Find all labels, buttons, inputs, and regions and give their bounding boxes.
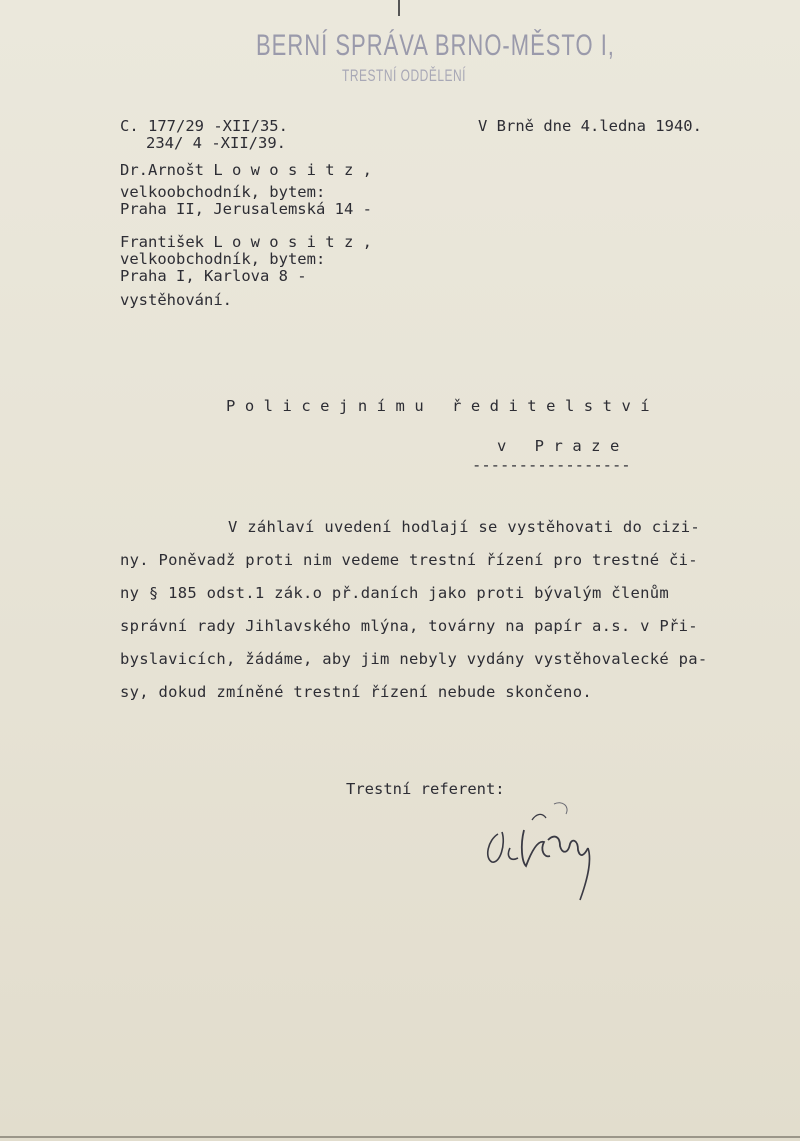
reference-number-1: C. 177/29 -XII/35. [120, 117, 288, 135]
addressee-line-1: Policejnímu ředitelství [226, 397, 660, 415]
closing-label: Trestní referent: [346, 780, 505, 798]
subject-2-address: Praha I, Karlova 8 - [120, 267, 307, 285]
subject-1-address: Praha II, Jerusalemská 14 - [120, 200, 372, 218]
signature-icon [480, 800, 610, 910]
body-line-4: správní rady Jihlavského mlýna, továrny na papír a.s. v Při- [120, 617, 698, 635]
subject-2-occupation: velkoobchodník, bytem: [120, 250, 326, 268]
staple-mark [398, 0, 400, 16]
reference-number-2: 234/ 4 -XII/39. [146, 134, 286, 152]
office-stamp-department: TRESTNÍ ODDĚLENÍ [342, 66, 467, 85]
body-line-2: ny. Poněvadž proti nim vedeme trestní řízení pro trestné či- [120, 551, 698, 569]
subject-1-occupation: velkoobchodník, bytem: [120, 183, 326, 201]
body-line-3: ny § 185 odst.1 zák.o př.daních jako proti bývalým členům [120, 584, 670, 602]
matter-line: vystěhování. [120, 291, 232, 309]
body-line-1: V záhlaví uvedení hodlají se vystěhovati do cizi- [228, 518, 700, 536]
office-stamp: BERNÍ SPRÁVA BRNO-MĚSTO I, [256, 28, 615, 62]
body-line-6: sy, dokud zmíněné trestní řízení nebude skončeno. [120, 683, 592, 701]
page-edge [0, 1136, 800, 1138]
addressee-underline: ----------------- [472, 456, 631, 474]
place-and-date: V Brně dne 4.ledna 1940. [478, 117, 702, 135]
addressee-line-2: v Praze [497, 437, 629, 455]
subject-1-name: Dr.Arnošt L o w o s i t z , [120, 161, 372, 179]
subject-2-name: František L o w o s i t z , [120, 233, 372, 251]
body-line-5: byslavicích, žádáme, aby jim nebyly vydány vystěhovalecké pa- [120, 650, 708, 668]
